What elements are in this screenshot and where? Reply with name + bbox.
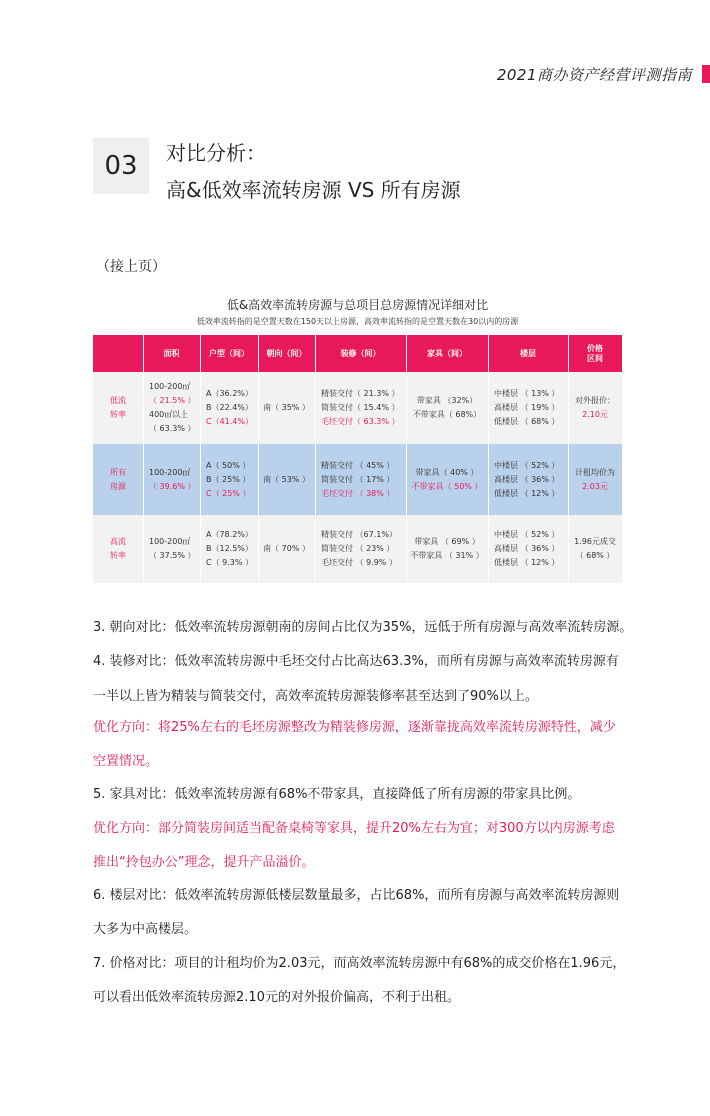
- table-cell-line: 2.03元: [582, 481, 608, 491]
- table-cell-line: 简装交付（ 15.4% ）: [321, 403, 400, 412]
- table-cell-line: 400㎡以上: [149, 410, 189, 419]
- table-header-cell: 朝向（间）: [258, 335, 315, 372]
- analysis-paragraph: 一半以上皆为精装与简装交付，高效率流转房源装修率甚至达到了90%以上。: [93, 689, 538, 704]
- table-cell-line: 带家具 （ 69% ）: [414, 537, 480, 546]
- table-cell-line: 中楼层 （ 13% ）: [494, 389, 560, 398]
- table-cell-label: [93, 372, 143, 444]
- table-header-cell: 装修（间）: [315, 335, 406, 372]
- table-cell-line: C（41.4%）: [206, 417, 253, 426]
- table-cell-line: 100-200㎡: [149, 467, 191, 477]
- section-number: 03: [93, 138, 149, 194]
- analysis-paragraph: 可以看出低效率流转房源2.10元的对外报价偏高，不利于出租。: [93, 990, 460, 1005]
- table-divider: [200, 335, 201, 583]
- table-cell-line: 1.96元成交: [574, 537, 616, 546]
- section-title-line2: 高&低效率流转房源 VS 所有房源: [166, 178, 461, 202]
- table-cell-price: [568, 444, 622, 515]
- table-cell-floor: [494, 372, 568, 444]
- table-cell-line: 转率: [110, 410, 126, 419]
- table-cell-line: （ 21.5% ）: [149, 396, 196, 405]
- table-cell-floor: [494, 444, 568, 515]
- table-cell-area: [149, 372, 200, 444]
- table-cell-line: 毛坯交付 （ 9.9% ）: [321, 558, 397, 567]
- table-cell-line: （ 39.6% ）: [149, 481, 196, 491]
- table-cell-label: [93, 444, 143, 515]
- optimization-paragraph: 推出“拎包办公”理念，提升产品溢价。: [93, 855, 315, 870]
- table-cell-price: [568, 372, 622, 444]
- table-header-cell: [93, 335, 143, 372]
- table-cell-line: 不带家具（ 50% ）: [411, 481, 483, 491]
- table-cell-decoration: [321, 515, 406, 583]
- analysis-paragraph: 5. 家具对比：低效率流转房源有68%不带家具，直接降低了所有房源的带家具比例。: [93, 787, 581, 802]
- analysis-paragraph: 7. 价格对比：项目的计租均价为2.03元，而高效率流转房源中有68%的成交价格在1.96元，: [93, 956, 626, 971]
- table-cell-price: [568, 515, 622, 583]
- table-subtitle: 低效率流转指的是空置天数在150天以上房源，高效率流转指的是空置天数在30以内的房源: [196, 317, 519, 326]
- continued-label: （接上页）: [96, 259, 166, 275]
- table-cell-line: 低楼层 （ 68% ）: [494, 417, 560, 426]
- analysis-paragraph: 大多为中高楼层。: [93, 922, 198, 937]
- table-divider: [143, 335, 144, 583]
- table-cell-line: B（12.5%）: [206, 544, 253, 553]
- table-header-cell: 面积: [143, 335, 200, 372]
- table-cell-line: （ 68% ）: [575, 551, 615, 560]
- table-cell-line: C（ 9.3% ）: [206, 558, 253, 567]
- table-cell-line: 毛坯交付（ 63.3% ）: [321, 417, 400, 426]
- table-divider: [488, 335, 489, 583]
- table-cell-area: [149, 444, 200, 515]
- table-cell-line: A（36.2%）: [206, 389, 253, 398]
- table-title: 低&高效率流转房源与总项目总房源情况详细对比: [226, 298, 489, 312]
- table-cell-furniture: [406, 444, 488, 515]
- table-cell-label: [93, 515, 143, 583]
- table-cell-line: 100-200㎡: [149, 382, 191, 391]
- table-cell-line: 精装交付 （ 45% ）: [321, 460, 395, 470]
- table-cell-line: 低楼层 （ 12% ）: [494, 558, 560, 567]
- table-cell-line: 带家具 （32%）: [416, 396, 478, 405]
- analysis-paragraph: 4. 装修对比：低效率流转房源中毛坯交付占比高达63.3%，而所有房源与高效率流转房源有: [93, 654, 619, 669]
- table-header-cell: 价格 区间: [568, 335, 622, 372]
- table-cell-layout: [206, 444, 258, 515]
- table-cell-line: B（ 25% ）: [206, 474, 251, 484]
- table-cell-line: 对外报价：: [575, 396, 615, 405]
- table-cell-furniture: [406, 372, 488, 444]
- header-title: 2021商办资产经营评测指南: [496, 66, 692, 84]
- table-cell-line: B（22.4%）: [206, 403, 253, 412]
- table-cell-orientation: [258, 515, 315, 583]
- table-cell-line: 不带家具（ 68%）: [412, 410, 482, 419]
- table-cell-line: 中楼层 （ 52% ）: [494, 460, 560, 470]
- table-cell-orientation: [258, 372, 315, 444]
- table-cell-line: 100-200㎡: [149, 537, 191, 546]
- table-cell-line: 转率: [110, 551, 126, 560]
- table-cell-line: A（ 50% ）: [206, 460, 251, 470]
- comparison-table: [93, 287, 622, 583]
- table-cell-line: 高楼层 （ 19% ）: [494, 403, 560, 412]
- table-cell-line: 中楼层 （ 52% ）: [494, 530, 560, 539]
- section-title-line1: 对比分析：: [166, 141, 266, 165]
- table-cell-line: 精装交付 （67.1%）: [321, 530, 397, 539]
- optimization-paragraph: 空置情况。: [93, 754, 159, 769]
- analysis-paragraph: 3. 朝向对比：低效率流转房源朝南的房间占比仅为35%，远低于所有房源与高效率流转房源。: [93, 620, 633, 635]
- table-cell-layout: [206, 372, 258, 444]
- analysis-paragraph: 6. 楼层对比：低效率流转房源低楼层数量最多，占比68%，而所有房源与高效率流转房源则: [93, 888, 620, 903]
- table-header-cell: 家具（间）: [406, 335, 488, 372]
- table-header-cell: 户型（间）: [200, 335, 258, 372]
- table-cell-line: 毛坯交付 （ 38% ）: [321, 488, 395, 498]
- optimization-paragraph: 优化方向：将25%左右的毛坯房源整改为精装修房源，逐渐靠拢高效率流转房源特性，减少: [93, 720, 616, 735]
- table-cell-line: 简装交付 （ 23% ）: [321, 544, 395, 553]
- table-cell-line: 计租均价为: [575, 467, 615, 477]
- table-divider: [406, 335, 407, 583]
- table-cell-line: 南（ 35% ）: [263, 403, 310, 412]
- table-cell-furniture: [406, 515, 488, 583]
- table-cell-line: 不带家具 （ 31% ）: [410, 551, 484, 560]
- table-cell-line: 带家具（ 40% ）: [415, 467, 479, 477]
- table-divider: [568, 335, 569, 583]
- table-cell-line: （ 63.3% ）: [149, 424, 196, 433]
- table-cell-line: A（78.2%）: [206, 530, 253, 539]
- optimization-paragraph: 优化方向：部分简装房间适当配备桌椅等家具，提升20%左右为宜；对300方以内房源考虑: [93, 821, 615, 836]
- table-cell-line: 2.10元: [582, 410, 608, 419]
- table-cell-line: 简装交付 （ 17% ）: [321, 474, 395, 484]
- table-cell-line: 南（ 53% ）: [263, 474, 310, 484]
- table-cell-line: （ 37.5% ）: [149, 551, 196, 560]
- table-cell-line: 所有: [110, 467, 126, 477]
- table-cell-area: [149, 515, 200, 583]
- table-cell-orientation: [258, 444, 315, 515]
- table-cell-line: 精装交付（ 21.3% ）: [321, 389, 400, 398]
- table-cell-decoration: [321, 372, 406, 444]
- table-header-cell: 楼层: [488, 335, 568, 372]
- table-divider: [315, 335, 316, 583]
- table-cell-layout: [206, 515, 258, 583]
- table-cell-line: 南（ 70% ）: [263, 544, 310, 553]
- header-accent-bar: [702, 65, 710, 83]
- table-cell-line: 低流: [110, 396, 126, 405]
- table-cell-line: 房源: [110, 481, 126, 491]
- table-cell-line: C（ 25% ）: [206, 488, 251, 498]
- table-divider: [258, 335, 259, 583]
- table-cell-line: 高楼层 （ 36% ）: [494, 474, 560, 484]
- table-cell-line: 低楼层 （ 12% ）: [494, 488, 560, 498]
- table-cell-decoration: [321, 444, 406, 515]
- table-cell-line: 高流: [110, 537, 126, 546]
- table-cell-floor: [494, 515, 568, 583]
- table-cell-line: 高楼层 （ 36% ）: [494, 544, 560, 553]
